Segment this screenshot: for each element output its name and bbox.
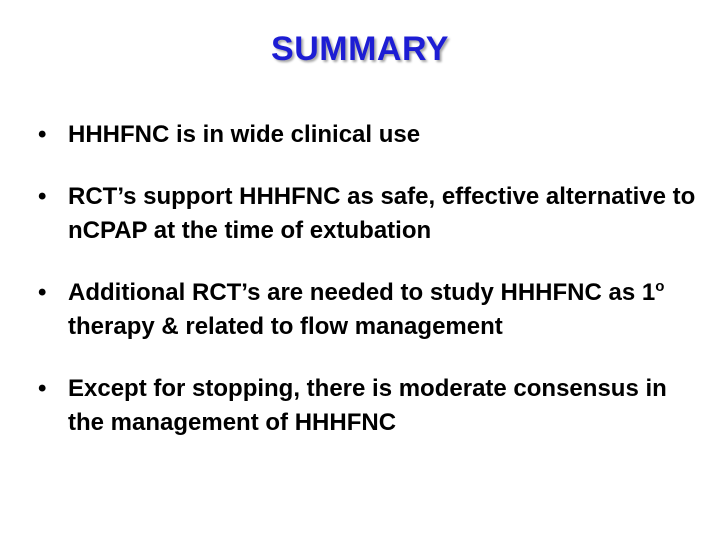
slide-title: SUMMARY xyxy=(271,30,449,68)
bullet-text: RCT’s support HHHFNC as safe, effective alternative to nCPAP at the time of extubation xyxy=(68,183,696,244)
bullet-icon: • xyxy=(38,183,47,210)
bullet-item xyxy=(36,276,706,344)
bullet-text-before: Additional RCT’s are needed to study HHHFNC as 1 xyxy=(68,279,656,306)
bullet-item xyxy=(36,180,706,248)
superscript-degree: o xyxy=(655,278,665,295)
bullet-text: HHHFNC is in wide clinical use xyxy=(68,121,421,148)
bullet-text-after: therapy & related to flow management xyxy=(68,313,503,340)
bullet-icon: • xyxy=(38,279,47,306)
bullet-list xyxy=(36,118,706,468)
bullet-icon: • xyxy=(38,121,47,148)
bullet-item xyxy=(36,118,706,152)
bullet-text: Except for stopping, there is moderate consensus in the management of HHHFNC xyxy=(68,375,667,436)
bullet-icon: • xyxy=(38,375,47,402)
bullet-item xyxy=(36,372,706,440)
